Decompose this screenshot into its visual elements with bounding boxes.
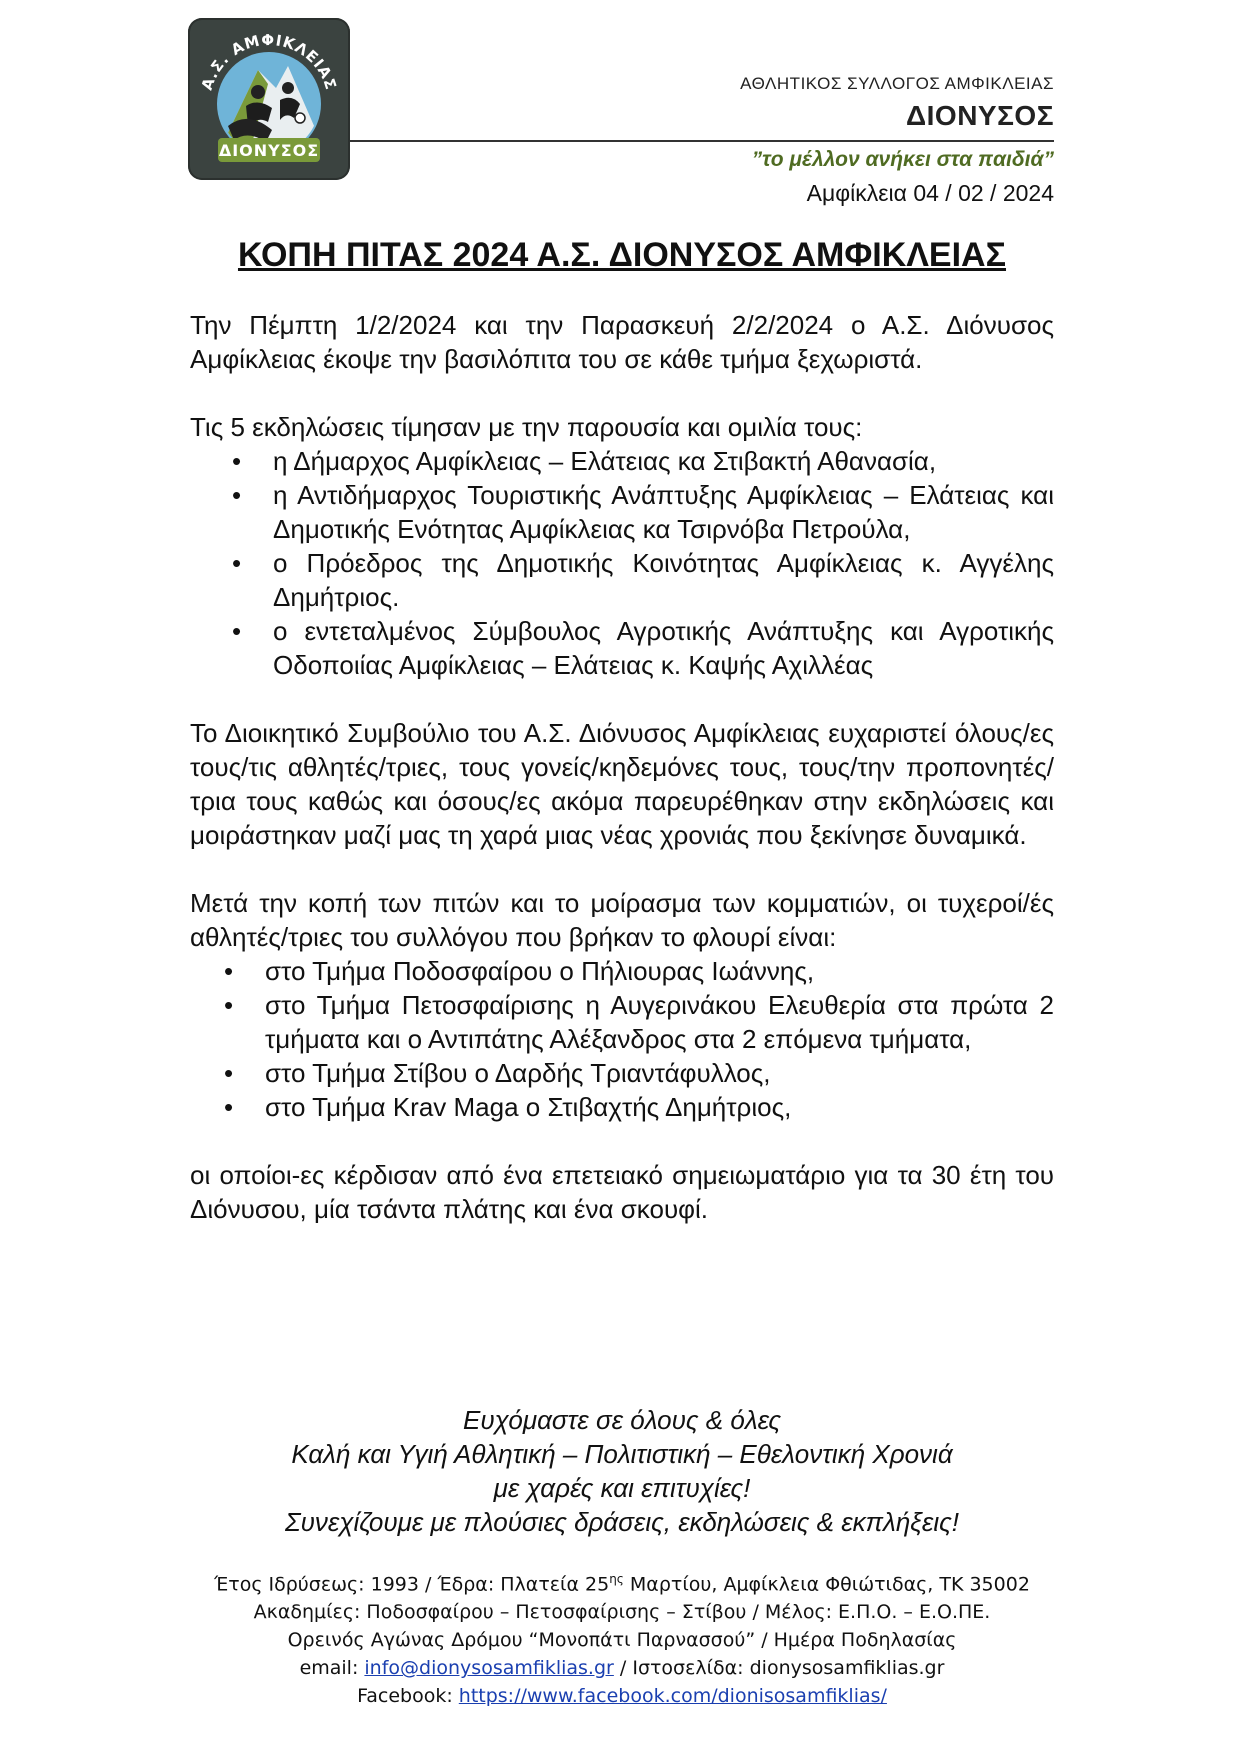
winners-list [190,954,1054,1124]
email-label: email: [299,1657,365,1680]
website-label: / Ιστοσελίδα: dionysosamfiklias.gr [613,1657,945,1680]
email-link[interactable]: info@dionysosamfiklias.gr [364,1657,614,1680]
footer-facebook-line [190,1682,1054,1710]
list-item: • ο Πρόεδρος της Δημοτικής Κοινότητας Αμφίκλειας κ. Αγγέλης Δημήτριος. [190,546,1054,614]
footer-contact-line [190,1654,1054,1682]
document-date: Αμφίκλεια 04 / 02 / 2024 [806,180,1054,206]
thanks-paragraph: Το Διοικητικό Συμβούλιο του Α.Σ. Διόνυσος Αμφίκλειας ευχαριστεί όλους/ες τους/τις αθλητές/τριες, τους γονείς/κηδεμόνες τους, τους/την προπονητές/τρια τους καθώς και όσους/ες ακόμα παρευρέθηκαν στην εκδηλώσεις και μοιράστηκαν μαζί μας τη χαρά μιας νέας χρονιάς που ξεκίνησε δυναμικά. [190,718,1054,850]
logo-bottom-text: ΔΙΟΝΥΣΟΣ [218,141,320,160]
document-title: ΚΟΠΗ ΠΙΤΑΣ 2024 Α.Σ. ΔΙΟΝΥΣΟΣ ΑΜΦΙΚΛΕΙΑΣ [237,236,1007,274]
facebook-label: Facebook: [357,1685,459,1708]
closing-wishes [190,1403,1054,1539]
motto: ”το μέλλον ανήκει στα παιδιά” [751,148,1054,171]
prizes-paragraph: οι οποίοι-ες κέρδισαν από ένα επετειακό σημειωματάριο για τα 30 έτη του Διόνυσου, μία τσάντα πλάτης και ένα σκουφί. [190,1160,1054,1224]
list-item: • στο Τμήμα Πετοσφαίρισης η Αυγερινάκου Ελευθερία στα πρώτα 2 τμήματα και ο Αντιπάτης Αλέξανδρος στα 2 επόμενα τμήματα, [190,988,1054,1056]
list-item: • στο Τμήμα Στίβου ο Δαρδής Τριαντάφυλλος, [190,1056,1054,1090]
org-name: ΑΘΛΗΤΙΚΟΣ ΣΥΛΛΟΓΟΣ ΑΜΦΙΚΛΕΙΑΣ [740,74,1054,93]
document-body [190,308,1054,1226]
list-item: • η Αντιδήμαρχος Τουριστικής Ανάπτυξης Αμφίκλειας – Ελάτειας και Δημοτικής Ενότητας Αμφίκλειας κα Τσιρνόβα Πετρούλα, [190,478,1054,546]
club-name: ΔΙΟΝΥΣΟΣ [906,100,1054,131]
closing-line: Συνεχίζουμε με πλούσιες δράσεις, εκδηλώσεις & εκπλήξεις! [285,1507,959,1537]
logo-top-text: Α.Σ. ΑΜΦΙΚΛΕΙΑΣ [197,30,341,93]
footer-events-line: Ορεινός Αγώνας Δρόμου “Μονοπάτι Παρνασσού” / Ημέρα Ποδηλασίας [287,1629,957,1652]
honors-list [190,444,1054,682]
closing-line: με χαρές και επιτυχίες! [493,1473,751,1503]
list-item: • η Δήμαρχος Αμφίκλειας – Ελάτειας κα Στιβακτή Αθανασία, [190,444,1054,478]
intro-paragraph: Την Πέμπτη 1/2/2024 και την Παρασκευή 2/2/2024 ο Α.Σ. Διόνυσος Αμφίκλειας έκοψε την βασιλόπιτα του σε κάθε τμήμα ξεχωριστά. [190,310,1054,374]
list-item: • ο εντεταλμένος Σύμβουλος Αγροτικής Ανάπτυξης και Αγροτικής Οδοποιίας Αμφίκλειας – Ελάτειας κ. Καψής Αχιλλέας [190,614,1054,682]
winners-intro: Μετά την κοπή των πιτών και το μοίρασμα των κομματιών, οι τυχεροί/ές αθλητές/τριες του συλλόγου που βρήκαν το φλουρί είναι: [190,888,1054,952]
club-logo [188,18,350,180]
footer [190,1565,1054,1710]
footer-founding-line [190,1565,1054,1598]
footer-text: Μαρτίου, Αμφίκλεια Φθιώτιδας, ΤΚ 35002 [623,1573,1030,1596]
club-logo-emblem-icon [188,18,350,180]
facebook-link[interactable]: https://www.facebook.com/dionisosamfiklias/ [458,1685,887,1708]
closing-line: Ευχόμαστε σε όλους & όλες [462,1405,781,1435]
list-item: • στο Τμήμα Krav Maga ο Στιβαχτής Δημήτριος, [190,1090,1054,1124]
list-item: • στο Τμήμα Ποδοσφαίρου ο Πήλιουρας Ιωάννης, [190,954,1054,988]
footer-academies-line: Ακαδημίες: Ποδοσφαίρου – Πετοσφαίρισης – Στίβου / Μέλος: Ε.Π.Ο. – Ε.Ο.ΠΕ. [253,1601,991,1624]
header-divider [350,140,1054,142]
honors-intro: Τις 5 εκδηλώσεις τίμησαν με την παρουσία και ομιλία τους: [190,412,863,442]
footer-text: Έτος Ιδρύσεως: 1993 / Έδρα: Πλατεία 25 [214,1573,610,1596]
footer-superscript: ης [609,1572,624,1586]
closing-line: Καλή και Υγιή Αθλητική – Πολιτιστική – Εθελοντική Χρονιά [291,1439,953,1469]
